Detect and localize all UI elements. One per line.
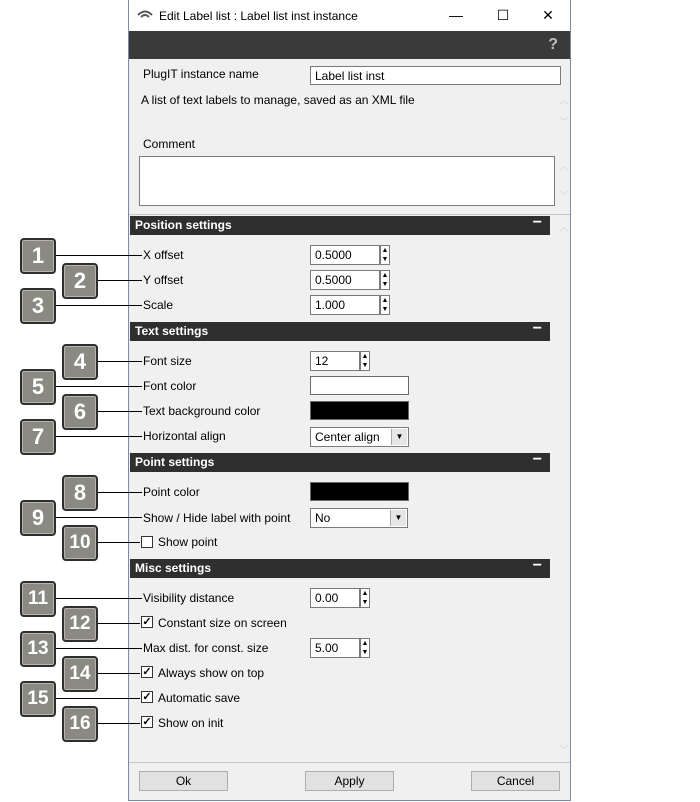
show-hide-label: Show / Hide label with point bbox=[143, 511, 291, 525]
callout-badge-15: 15 bbox=[20, 681, 56, 717]
dropdown-arrow-icon[interactable]: ▼ bbox=[391, 429, 407, 445]
visibility-spinner[interactable] bbox=[360, 588, 370, 608]
spin-down-icon[interactable]: ▼ bbox=[381, 306, 389, 313]
dropdown-arrow-icon[interactable]: ▼ bbox=[390, 510, 406, 526]
callout-badge-4: 4 bbox=[62, 344, 98, 380]
callout-badge-13: 13 bbox=[20, 631, 56, 667]
divider bbox=[129, 762, 570, 763]
max-dist-spinner[interactable] bbox=[360, 638, 370, 658]
callout-badge-1: 1 bbox=[20, 238, 56, 274]
callout-leader bbox=[98, 492, 142, 493]
y-offset-input[interactable]: 0.5000 bbox=[310, 270, 380, 290]
visibility-input[interactable]: 0.00 bbox=[310, 588, 360, 608]
description-scrollbar[interactable] bbox=[557, 92, 571, 130]
font-color-label: Font color bbox=[143, 379, 197, 393]
spin-up-icon[interactable]: ▲ bbox=[361, 640, 369, 647]
y-offset-spinner[interactable] bbox=[380, 270, 390, 290]
text-settings-header[interactable] bbox=[130, 322, 550, 341]
comment-textarea[interactable] bbox=[139, 156, 555, 206]
callout-leader bbox=[56, 517, 142, 518]
visibility-label: Visibility distance bbox=[143, 591, 235, 605]
callout-badge-14: 14 bbox=[62, 656, 98, 692]
halign-value: Center align bbox=[315, 430, 380, 444]
callout-leader bbox=[56, 648, 142, 649]
always-top-label: Always show on top bbox=[158, 666, 265, 680]
scroll-down-icon[interactable]: ﹀ bbox=[559, 191, 569, 202]
scroll-up-icon[interactable]: ︿ bbox=[559, 223, 569, 234]
callout-leader bbox=[98, 673, 140, 674]
collapse-icon[interactable]: − bbox=[532, 214, 542, 231]
callout-badge-2: 2 bbox=[62, 263, 98, 299]
scroll-down-icon[interactable]: ﹀ bbox=[559, 117, 569, 128]
instance-name-label: PlugIT instance name bbox=[143, 67, 259, 81]
callout-badge-7: 7 bbox=[20, 419, 56, 455]
collapse-icon[interactable]: − bbox=[532, 451, 542, 468]
show-point-checkbox[interactable] bbox=[141, 536, 153, 548]
instance-name-input[interactable]: Label list inst bbox=[310, 66, 561, 85]
ok-button[interactable]: Ok bbox=[139, 771, 228, 791]
section-title: Text settings bbox=[135, 324, 209, 338]
spin-up-icon[interactable]: ▲ bbox=[381, 247, 389, 254]
auto-save-checkbox[interactable]: ✓ bbox=[142, 691, 152, 703]
halign-select[interactable] bbox=[310, 427, 409, 447]
callout-leader bbox=[98, 280, 142, 281]
y-offset-label: Y offset bbox=[143, 273, 184, 287]
point-color-swatch[interactable] bbox=[310, 482, 409, 501]
scale-input[interactable]: 1.000 bbox=[310, 295, 380, 315]
spin-down-icon[interactable]: ▼ bbox=[381, 281, 389, 288]
show-init-label: Show on init bbox=[158, 716, 224, 730]
apply-button[interactable]: Apply bbox=[305, 771, 394, 791]
toolbar bbox=[129, 31, 570, 59]
constant-size-checkbox[interactable]: ✓ bbox=[142, 616, 152, 628]
edit-dialog bbox=[128, 0, 571, 801]
x-offset-input[interactable]: 0.5000 bbox=[310, 245, 380, 265]
show-hide-select[interactable] bbox=[310, 508, 408, 528]
always-top-checkbox[interactable]: ✓ bbox=[142, 666, 152, 678]
callout-badge-11: 11 bbox=[20, 581, 56, 617]
callout-leader bbox=[56, 305, 142, 306]
callout-leader bbox=[56, 598, 142, 599]
show-point-label: Show point bbox=[158, 535, 218, 549]
description-text: A list of text labels to manage, saved as an XML file bbox=[141, 93, 415, 107]
callout-badge-12: 12 bbox=[62, 606, 98, 642]
title-bar bbox=[129, 0, 570, 31]
font-color-swatch[interactable] bbox=[310, 376, 409, 395]
callout-badge-3: 3 bbox=[20, 288, 56, 324]
bg-color-label: Text background color bbox=[143, 404, 261, 418]
section-title: Misc settings bbox=[135, 561, 212, 575]
callout-badge-6: 6 bbox=[62, 394, 98, 430]
callout-leader bbox=[56, 386, 142, 387]
callout-leader bbox=[98, 723, 140, 724]
callout-badge-10: 10 bbox=[62, 525, 98, 561]
point-color-label: Point color bbox=[143, 485, 200, 499]
scale-spinner[interactable] bbox=[380, 295, 390, 315]
callout-leader bbox=[56, 698, 140, 699]
auto-save-label: Automatic save bbox=[158, 691, 241, 705]
close-button[interactable]: ✕ bbox=[542, 7, 554, 23]
minimize-button[interactable]: — bbox=[449, 7, 463, 23]
x-offset-spinner[interactable] bbox=[380, 245, 390, 265]
misc-settings-header[interactable] bbox=[130, 559, 550, 578]
help-icon[interactable]: ? bbox=[548, 36, 558, 53]
show-hide-value: No bbox=[315, 511, 331, 525]
callout-badge-8: 8 bbox=[62, 475, 98, 511]
max-dist-input[interactable]: 5.00 bbox=[310, 638, 360, 658]
constant-size-label: Constant size on screen bbox=[158, 616, 287, 630]
callout-leader bbox=[56, 436, 142, 437]
scroll-up-icon[interactable]: ︿ bbox=[559, 162, 569, 173]
section-title: Position settings bbox=[135, 218, 232, 232]
spin-up-icon[interactable]: ▲ bbox=[361, 353, 369, 360]
spin-up-icon[interactable]: ▲ bbox=[381, 297, 389, 304]
spin-down-icon[interactable]: ▼ bbox=[361, 362, 369, 369]
spin-up-icon[interactable]: ▲ bbox=[361, 590, 369, 597]
callout-leader bbox=[56, 255, 142, 256]
position-settings-header[interactable] bbox=[130, 216, 550, 235]
comment-label: Comment bbox=[143, 137, 196, 151]
callout-leader bbox=[98, 361, 142, 362]
collapse-icon[interactable]: − bbox=[532, 557, 542, 574]
scroll-up-icon[interactable]: ︿ bbox=[559, 96, 569, 107]
callout-leader bbox=[98, 542, 140, 543]
collapse-icon[interactable]: − bbox=[532, 320, 542, 337]
font-size-input[interactable]: 12 bbox=[310, 351, 360, 371]
divider bbox=[129, 214, 570, 215]
x-offset-label: X offset bbox=[143, 248, 184, 262]
callout-badge-9: 9 bbox=[20, 500, 56, 536]
comment-scrollbar[interactable] bbox=[557, 158, 571, 204]
callout-leader bbox=[98, 623, 140, 624]
spin-down-icon[interactable]: ▼ bbox=[361, 649, 369, 656]
halign-label: Horizontal align bbox=[143, 429, 226, 443]
callout-badge-5: 5 bbox=[20, 369, 56, 405]
show-init-checkbox[interactable]: ✓ bbox=[142, 716, 152, 728]
max-dist-label: Max dist. for const. size bbox=[143, 641, 269, 655]
font-size-label: Font size bbox=[143, 354, 192, 368]
point-settings-header[interactable] bbox=[130, 453, 550, 472]
font-size-spinner[interactable] bbox=[360, 351, 370, 371]
app-icon bbox=[137, 9, 153, 19]
callout-badge-16: 16 bbox=[62, 706, 98, 742]
scale-label: Scale bbox=[143, 298, 174, 312]
spin-down-icon[interactable]: ▼ bbox=[381, 256, 389, 263]
scroll-down-icon[interactable]: ﹀ bbox=[559, 745, 569, 756]
spin-up-icon[interactable]: ▲ bbox=[381, 272, 389, 279]
cancel-button[interactable]: Cancel bbox=[471, 771, 560, 791]
section-title: Point settings bbox=[135, 455, 215, 469]
maximize-button[interactable]: ☐ bbox=[496, 7, 510, 23]
window-title: Edit Label list : Label list inst instance bbox=[159, 9, 358, 23]
callout-leader bbox=[98, 411, 142, 412]
settings-scrollbar[interactable] bbox=[557, 219, 571, 759]
bg-color-swatch[interactable] bbox=[310, 401, 409, 420]
spin-down-icon[interactable]: ▼ bbox=[361, 599, 369, 606]
